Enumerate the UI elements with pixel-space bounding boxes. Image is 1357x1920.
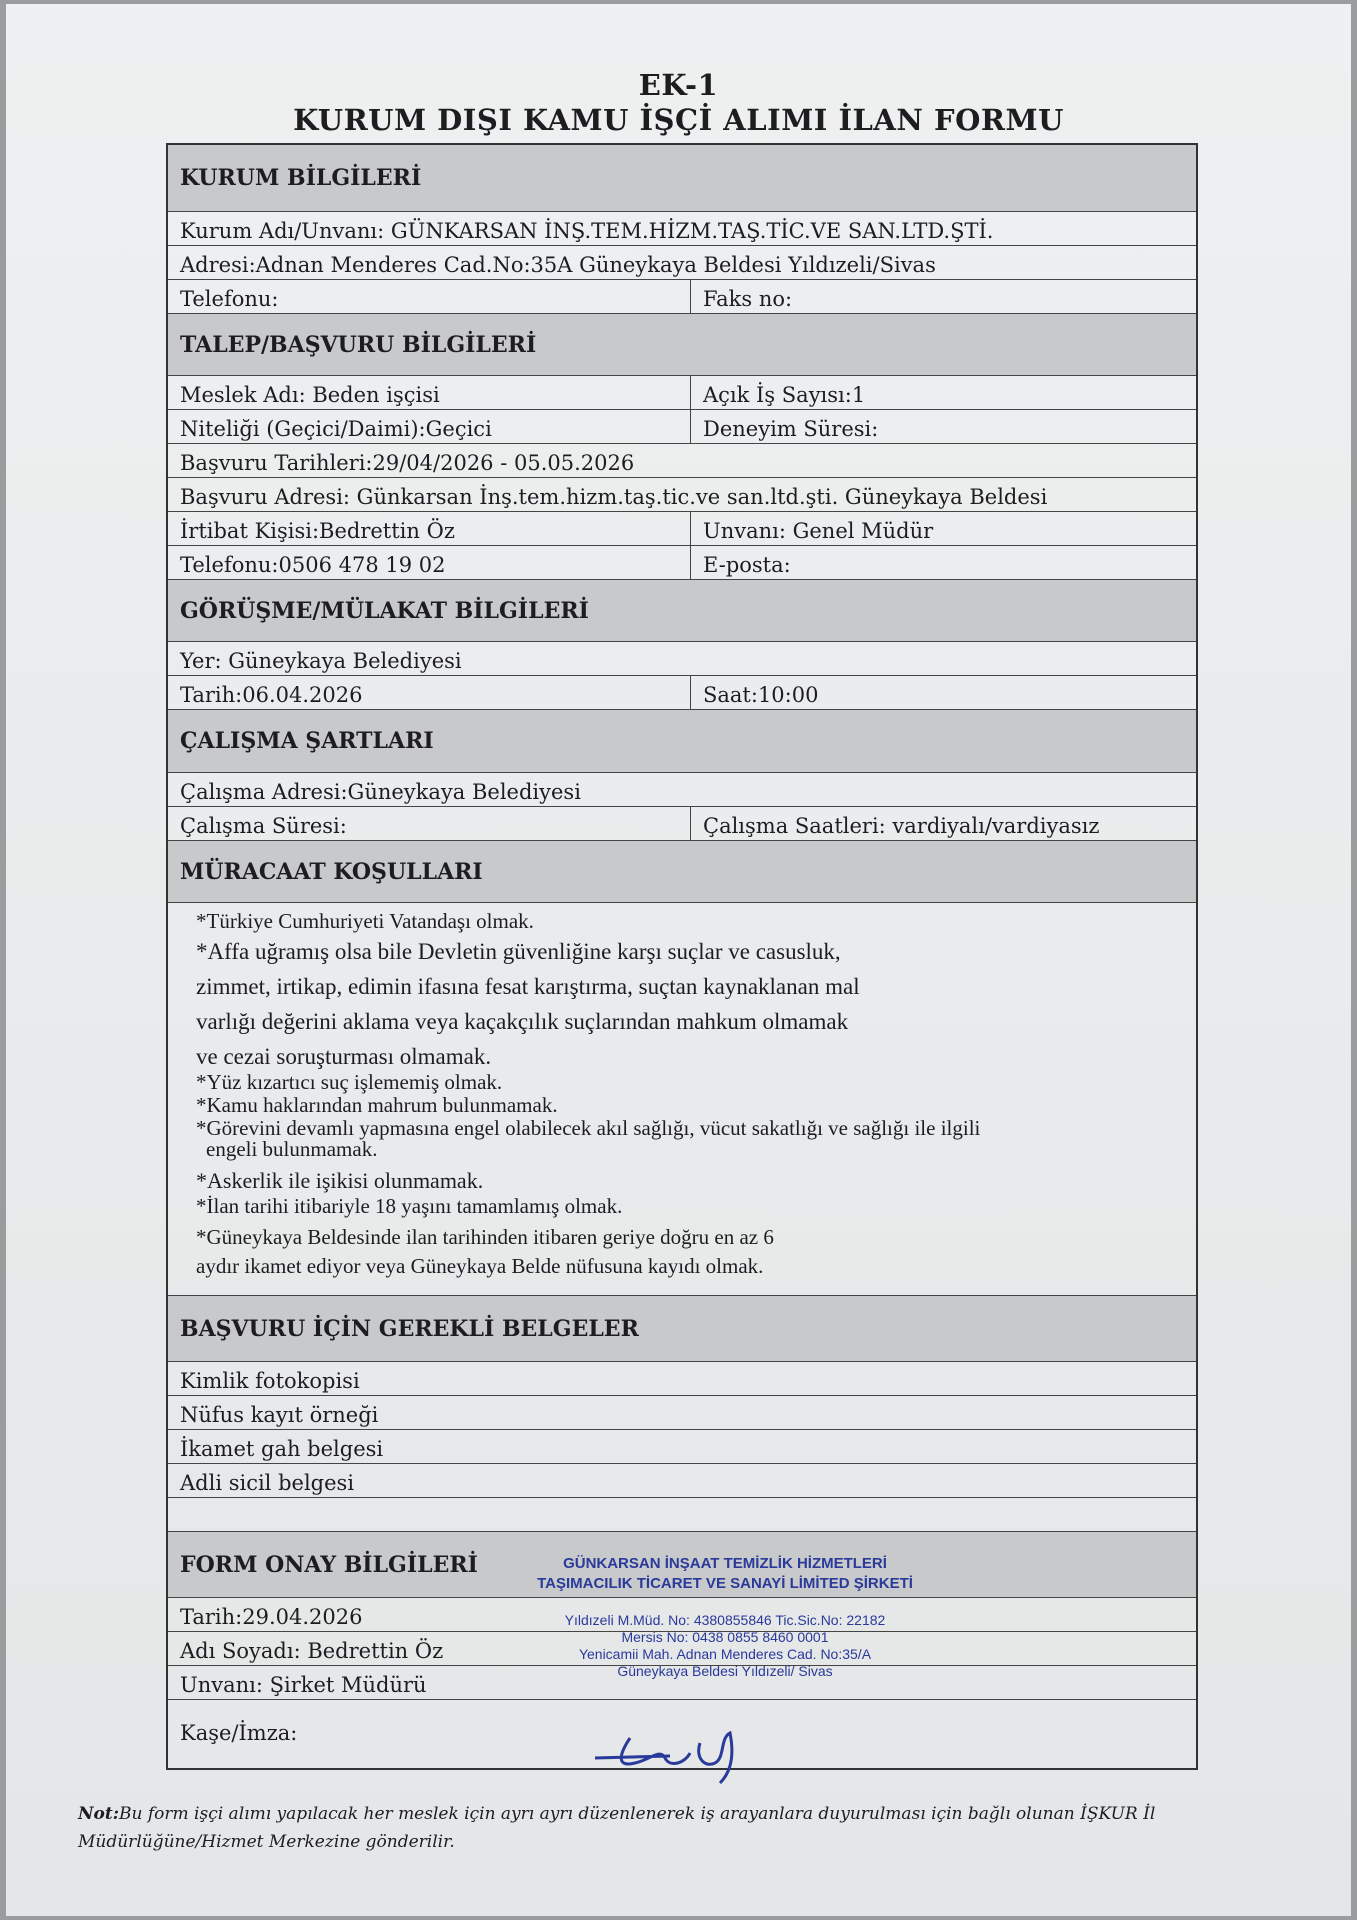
condition-line: *Türkiye Cumhuriyeti Vatandaşı olmak.	[196, 909, 534, 933]
irtibat-eposta: E-posta:	[703, 553, 791, 577]
onay-kase: Kaşe/İmza:	[180, 1721, 298, 1745]
stamp-line: GÜNKARSAN İNŞAAT TEMİZLİK HİZMETLERİ	[563, 1555, 887, 1572]
section-belgeler-header: BAŞVURU İÇİN GEREKLİ BELGELER	[168, 1296, 1196, 1362]
condition-line: varlığı değerini aklama veya kaçakçılık suçlarından mahkum olmamak	[196, 1009, 849, 1034]
deneyim: Deneyim Süresi:	[703, 417, 879, 441]
kurum-fax: Faks no:	[703, 287, 793, 311]
meslek: Meslek Adı: Beden işçisi	[168, 376, 691, 409]
irtibat-telefon: Telefonu:0506 478 19 02	[168, 546, 691, 579]
basvuru-tarihleri: Başvuru Tarihleri:29/04/2026 - 05.05.2026	[180, 451, 635, 475]
belge-item: Adli sicil belgesi	[180, 1471, 355, 1495]
calisma-saatleri: Çalışma Saatleri: vardiyalı/vardiyasız	[703, 814, 1100, 838]
irtibat: İrtibat Kişisi:Bedrettin Öz	[168, 512, 691, 545]
stamp-line: Yıldızeli M.Müd. No: 4380855846 Tic.Sic.No: 22182	[564, 1612, 886, 1628]
condition-line: ve cezai soruşturması olmamak.	[196, 1044, 492, 1069]
gorusme-saat: Saat:10:00	[703, 683, 819, 707]
note-label: Not:	[78, 1804, 120, 1824]
calisma-suresi: Çalışma Süresi:	[168, 807, 691, 840]
condition-line: *Kamu haklarından mahrum bulunmamak.	[196, 1093, 558, 1117]
condition-line: engeli bulunmamak.	[206, 1137, 378, 1161]
form-table	[166, 143, 1198, 1770]
belge-item-empty	[168, 1498, 1196, 1531]
signature-icon	[590, 1718, 810, 1788]
condition-line: zimmet, irtikap, edimin ifasına fesat karıştırma, suçtan kaynaklanan mal	[196, 974, 860, 999]
annex-label: EK-1	[638, 68, 719, 102]
onay-tarih: Tarih:29.04.2026	[180, 1605, 363, 1629]
footer-note	[78, 1800, 1288, 1856]
condition-line: *Yüz kızartıcı suç işlememiş olmak.	[196, 1070, 503, 1094]
stamp-line: TAŞIMACILIK TİCARET VE SANAYİ LİMİTED ŞİRKETİ	[537, 1575, 913, 1592]
nitelik: Niteliği (Geçici/Daimi):Geçici	[168, 410, 691, 443]
stamp-line: Yenicamii Mah. Adnan Menderes Cad. No:35/A	[578, 1646, 872, 1662]
onay-unvan: Unvanı: Şirket Müdürü	[180, 1673, 427, 1697]
section-muracaat-header: MÜRACAAT KOŞULLARI	[168, 841, 1196, 903]
section-calisma-header: ÇALIŞMA ŞARTLARI	[168, 710, 1196, 773]
acik-is: Açık İş Sayısı:1	[703, 383, 866, 407]
company-stamp-details	[515, 1612, 935, 1680]
company-stamp	[515, 1554, 935, 1594]
condition-line: *Güneykaya Beldesinde ilan tarihinden itibaren geriye doğru en az 6	[196, 1225, 774, 1249]
form-title: KURUM DIŞI KAMU İŞÇİ ALIMI İLAN FORMU	[293, 103, 1064, 137]
section-talep-header: TALEP/BAŞVURU BİLGİLERİ	[168, 314, 1196, 376]
kurum-phone: Telefonu:	[168, 280, 691, 313]
stamp-line: Güneykaya Beldesi Yıldızeli/ Sivas	[617, 1663, 833, 1679]
calisma-adresi: Çalışma Adresi:Güneykaya Belediyesi	[180, 780, 581, 804]
kurum-name: Kurum Adı/Unvanı: GÜNKARSAN İNŞ.TEM.HİZM.TAŞ.TİC.VE SAN.LTD.ŞTİ.	[180, 219, 994, 243]
condition-line: *Askerlik ile işikisi olunmamak.	[196, 1168, 484, 1193]
irtibat-unvan: Unvanı: Genel Müdür	[703, 519, 934, 543]
belge-item: Kimlik fotokopisi	[180, 1369, 360, 1393]
belge-item: Nüfus kayıt örneği	[180, 1403, 379, 1427]
gorusme-tarih: Tarih:06.04.2026	[168, 676, 691, 709]
gorusme-yer: Yer: Güneykaya Belediyesi	[180, 649, 462, 673]
kurum-address: Adresi:Adnan Menderes Cad.No:35A Güneykaya Beldesi Yıldızeli/Sivas	[180, 253, 936, 277]
stamp-line: Mersis No: 0438 0855 8460 0001	[621, 1629, 829, 1645]
belge-item: İkamet gah belgesi	[180, 1437, 384, 1461]
onay-ad: Adı Soyadı: Bedrettin Öz	[180, 1639, 444, 1663]
condition-line: *Görevini devamlı yapmasına engel olabilecek akıl sağlığı, vücut sakatlığı ve sağlığı ile ilgili	[196, 1116, 981, 1140]
section-kurum-header: KURUM BİLGİLERİ	[168, 145, 1196, 212]
section-gorusme-header: GÖRÜŞME/MÜLAKAT BİLGİLERİ	[168, 580, 1196, 642]
note-text: Bu form işçi alımı yapılacak her meslek için ayrı ayrı düzenlenerek iş arayanlara duyurulması için bağlı olunan İŞKUR İl Müdürlüğüne/Hizmet Merkezine gönderilir.	[78, 1804, 1156, 1852]
condition-line: *İlan tarihi itibariyle 18 yaşını tamamlamış olmak.	[196, 1194, 623, 1218]
condition-line: aydır ikamet ediyor veya Güneykaya Belde nüfusuna kayıdı olmak.	[196, 1254, 764, 1278]
muracaat-conditions	[168, 903, 1196, 1296]
basvuru-adresi: Başvuru Adresi: Günkarsan İnş.tem.hizm.taş.tic.ve san.ltd.şti. Güneykaya Beldesi	[180, 485, 1048, 509]
condition-line: *Affa uğramış olsa bile Devletin güvenliğine karşı suçlar ve casusluk,	[196, 939, 841, 964]
section-onay-header: FORM ONAY BİLGİLERİ	[168, 1532, 1196, 1598]
